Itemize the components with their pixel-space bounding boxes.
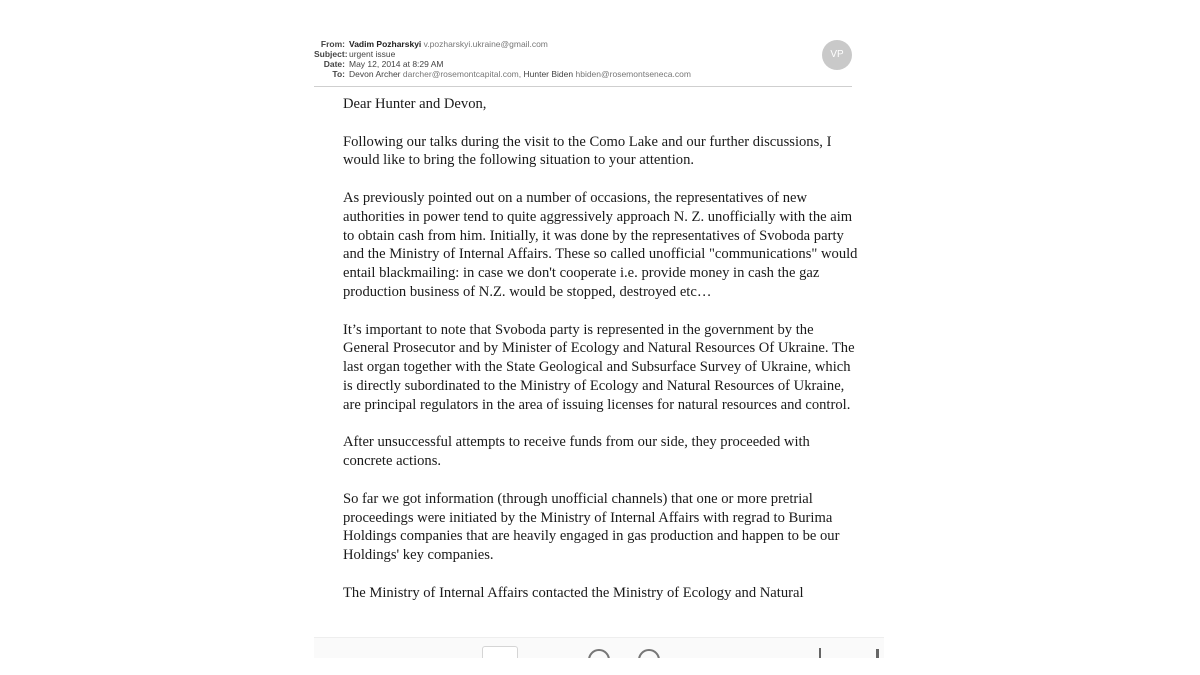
from-label: From: <box>320 39 345 49</box>
to-row <box>314 69 691 80</box>
recipient-email-1[interactable]: darcher@rosemontcapital.com, <box>402 69 522 79</box>
body-paragraph: After unsuccessful attempts to receive funds from our side, they proceeded with concrete actions. <box>343 434 810 470</box>
greeting: Dear Hunter and Devon, <box>343 96 487 112</box>
email-body <box>343 95 858 621</box>
date-text: May 12, 2014 at 8:29 AM <box>349 59 444 69</box>
body-paragraph: As previously pointed out on a number of occasions, the representatives of new authorities in power tend to quite aggressively approach N. Z. unofficially with the aim to obtain cash from him. Initially, it was done by the representatives of Svoboda party and the Ministry of Internal Affairs. These so called unofficial "communications" would entail blackmailing: in case we don't cooperate i.e. provide money in cash the gaz production business of N.Z. would be stopped, destroyed etc… <box>343 189 858 300</box>
email-document <box>314 34 884 637</box>
download-icon[interactable] <box>819 648 821 658</box>
body-paragraph: So far we got information (through unofficial channels) that one or more pretrial proceedings were initiated by the Ministry of Internal Affairs with regrad to Burima Holdings companies that are heavily engaged in gas production and happen to be our Holdings' key companies. <box>343 490 840 564</box>
email-header <box>314 34 852 87</box>
recipient-name-1: Devon Archer <box>349 69 401 79</box>
date-label: Date: <box>323 59 345 69</box>
recipient-name-2: Hunter Biden <box>523 69 574 79</box>
subject-text: urgent issue <box>349 49 396 59</box>
sender-avatar: VP <box>822 40 852 70</box>
page-indicator[interactable] <box>482 646 518 658</box>
sender-name: Vadim Pozharskyi <box>349 39 422 49</box>
recipient-email-2[interactable]: hbiden@rosemontseneca.com <box>575 69 691 79</box>
sender-email[interactable]: v.pozharskyi.ukraine@gmail.com <box>423 39 548 49</box>
more-icon[interactable] <box>876 649 879 658</box>
body-paragraph: Following our talks during the visit to the Como Lake and our further discussions, I would like to bring the following situation to your attention. <box>343 133 832 169</box>
body-paragraph: The Ministry of Internal Affairs contacted the Ministry of Ecology and Natural <box>343 584 804 601</box>
zoom-out-icon[interactable] <box>588 649 610 658</box>
subject-label: Subject: <box>314 49 348 59</box>
body-paragraph: It’s important to note that Svoboda party is represented in the government by the General Prosecutor and by Minister of Ecology and Natural Resources Of Ukraine. The last organ together with the State Geological and Subsurface Survey of Ukraine, which is directly subordinated to the Ministry of Ecology and Natural Resources of Ukraine, are principal regulators in the area of issuing licenses for natural resources and control. <box>343 321 855 413</box>
zoom-in-icon[interactable] <box>638 649 660 658</box>
viewer-toolbar <box>314 637 884 658</box>
to-label: To: <box>332 69 345 79</box>
